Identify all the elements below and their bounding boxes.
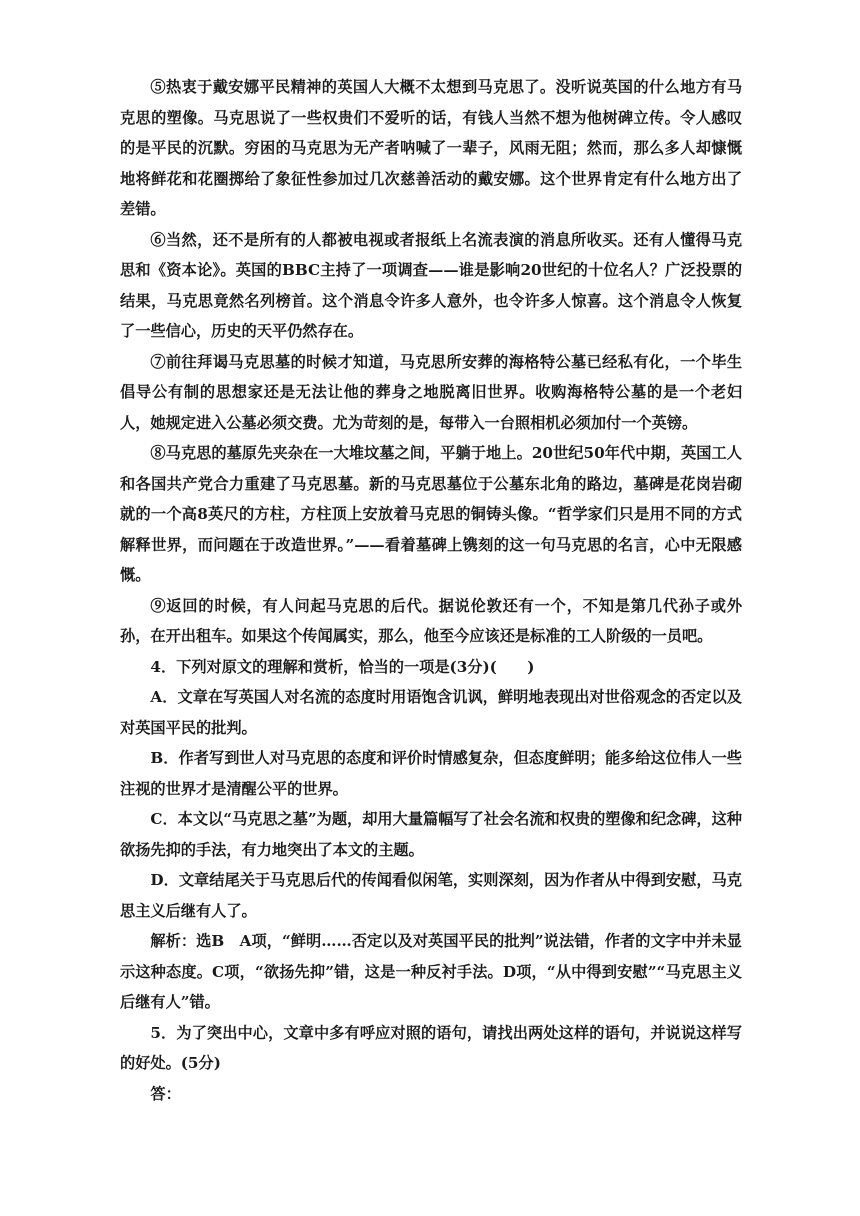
paragraph-8: ⑧马克思的墓原先夹杂在一大堆坟墓之间，平躺于地上。20世纪50年代中期，英国工人和各国共产党合力重建了马克思墓。新的马克思墓位于公墓东北角的路边，墓碑是花岗岩砌就的一个高8英尺的方柱，方柱顶上安放着马克思的铜铸头像。“哲学家们只是用不同的方式解释世界，而问题在于改造世界。”——看着墓碑上镌刻的这一句马克思的名言，心中无限感慨。 — [120, 444, 742, 584]
paragraph-9: ⑨返回的时候，有人问起马克思的后代。据说伦敦还有一个，不知是第几代孙子或外孙，在开出租车。如果这个传闻属实，那么，他至今应该还是标准的工人阶级的一员吧。 — [120, 596, 742, 645]
paragraph-7: ⑦前往拜谒马克思墓的时候才知道，马克思所安葬的海格特公墓已经私有化，一个毕生倡导公有制的思想家还是无法让他的葬身之地脱离旧世界。收购海格特公墓的是一个老妇人，她规定进入公墓必须交费。尤为苛刻的是，每带入一台照相机必须加付一个英镑。 — [120, 352, 742, 432]
option-c: C．本文以“马克思之墓”为题，却用大量篇幅写了社会名流和权贵的塑像和纪念碑，这种欲扬先抑的手法，有力地突出了本文的主题。 — [120, 810, 742, 859]
option-d: D．文章结尾关于马克思后代的传闻看似闲笔，实则深刻，因为作者从中得到安慰，马克思主义后继有人了。 — [120, 871, 742, 920]
answer-label: 答： — [150, 1084, 181, 1103]
paragraph-6: ⑥当然，还不是所有的人都被电视或者报纸上名流表演的消息所收买。还有人懂得马克思和《资本论》。英国的BBC主持了一项调查——谁是影响20世纪的十位名人？广泛投票的结果，马克思竟然名列榜首。这个消息令许多人意外，也令许多人惊喜。这个消息令人恢复了一些信心，历史的天平仍然存在。 — [120, 230, 742, 340]
document-page — [120, 72, 742, 1109]
question-5: 5．为了突出中心，文章中多有呼应对照的语句，请找出两处这样的语句，并说说这样写的好处。(5分) — [120, 1023, 742, 1072]
option-a: A．文章在写英国人对名流的态度时用语饱含讥讽，鲜明地表现出对世俗观念的否定以及对英国平民的批判。 — [120, 688, 742, 737]
paragraph-5: ⑤热衷于戴安娜平民精神的英国人大概不太想到马克思了。没听说英国的什么地方有马克思的塑像。马克思说了一些权贵们不爱听的话，有钱人当然不想为他树碑立传。令人感叹的是平民的沉默。穷困的马克思为无产者呐喊了一辈子，风雨无阻；然而，那么多人却慷慨地将鲜花和花圈掷给了象征性参加过几次慈善活动的戴安娜。这个世界肯定有什么地方出了差错。 — [120, 78, 742, 218]
answer-explanation: 解析：选B A项，“鲜明……否定以及对英国平民的批判”说法错，作者的文字中并未显示这种态度。C项，“欲扬先抑”错，这是一种反衬手法。D项，“从中得到安慰”“马克思主义后继有人”错。 — [120, 932, 742, 1011]
option-b: B．作者写到世人对马克思的态度和评价时情感复杂，但态度鲜明；能多给这位伟人一些注视的世界才是清醒公平的世界。 — [120, 749, 742, 798]
question-4: 4．下列对原文的理解和赏析，恰当的一项是(3分)( ) — [150, 657, 535, 676]
